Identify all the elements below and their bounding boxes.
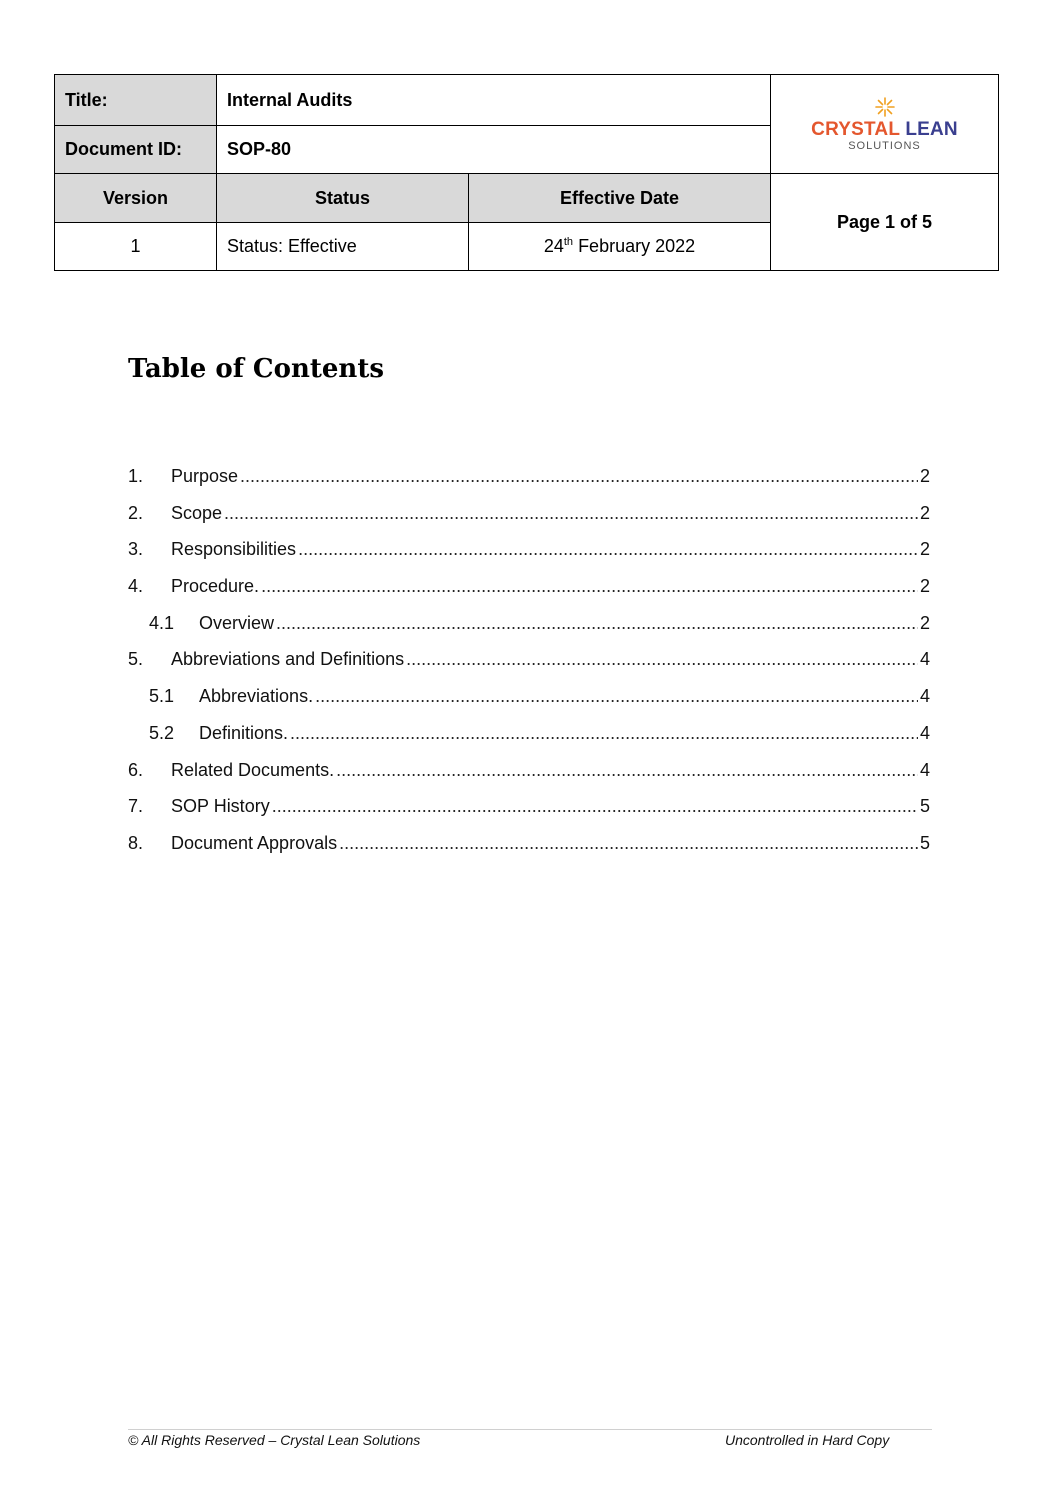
toc-text: Responsibilities (171, 539, 297, 560)
toc-number: 7. (128, 796, 144, 817)
toc-text: Document Approvals (171, 832, 338, 853)
toc-text: SOP History (171, 796, 270, 817)
toc-text: Procedure. (171, 576, 260, 597)
toc-page-number: 2 (919, 502, 930, 523)
toc-number: 6. (128, 759, 144, 780)
table-of-contents (128, 466, 930, 870)
toc-leader (290, 723, 918, 744)
effective-date-value (469, 222, 771, 270)
toc-entry-sop-history[interactable] (128, 796, 930, 833)
toc-leader (315, 686, 918, 707)
toc-text: Scope (171, 502, 223, 523)
sparkle-icon (874, 96, 896, 118)
toc-entry-abbreviations-and-definitions[interactable] (128, 649, 930, 686)
toc-entry-procedure[interactable] (128, 576, 930, 613)
title-value: Internal Audits (217, 75, 771, 126)
toc-text: Abbreviations and Definitions (171, 649, 405, 670)
title-label: Title: (55, 75, 217, 126)
docid-value: SOP-80 (217, 126, 771, 174)
effective-day: 24 (543, 235, 564, 256)
toc-page-number: 4 (919, 759, 930, 780)
toc-text: Purpose (171, 466, 239, 486)
toc-leader (406, 649, 918, 670)
effective-day-suffix: th (563, 235, 574, 248)
toc-number: 3. (128, 539, 144, 560)
version-value: 1 (55, 222, 217, 270)
toc-number: 5.2 (149, 722, 175, 743)
toc-number: 4. (128, 576, 144, 597)
version-label: Version (55, 174, 217, 222)
toc-page-number: 2 (919, 612, 930, 633)
footer-divider (128, 1429, 932, 1430)
toc-text: Abbreviations. (199, 686, 314, 707)
logo-word-crystal: CRYSTAL (811, 119, 900, 141)
toc-number: 2. (128, 502, 144, 523)
toc-number: 1. (128, 466, 144, 486)
status-value: Status: Effective (217, 222, 469, 270)
logo-subtitle: SOLUTIONS (848, 140, 921, 153)
toc-leader (339, 833, 918, 854)
toc-page-number: 4 (919, 649, 930, 670)
toc-text: Definitions. (199, 722, 289, 743)
toc-text: Overview (199, 612, 275, 633)
toc-leader (298, 539, 918, 560)
toc-entry-related-documents[interactable] (128, 760, 930, 797)
footer-copyright: © All Rights Reserved – Crystal Lean Solutions (128, 1432, 421, 1448)
status-label: Status (217, 174, 469, 222)
toc-number: 5.1 (149, 686, 175, 707)
toc-leader (336, 760, 918, 781)
toc-entry-responsibilities[interactable] (128, 539, 930, 576)
document-header-table (54, 74, 999, 271)
toc-page-number: 5 (919, 832, 930, 853)
toc-leader (276, 613, 918, 634)
logo-cell (771, 75, 999, 174)
effective-month-year: February 2022 (573, 235, 696, 256)
toc-page-number: 2 (919, 466, 930, 486)
logo-word-lean: LEAN (905, 119, 958, 141)
toc-entry-abbreviations[interactable] (128, 686, 930, 723)
toc-entry-document-approvals[interactable] (128, 833, 930, 870)
footer-uncontrolled-notice: Uncontrolled in Hard Copy (725, 1432, 890, 1448)
effective-date-label: Effective Date (469, 174, 771, 222)
toc-leader (224, 503, 918, 524)
toc-page-number: 4 (919, 722, 930, 743)
toc-number: 8. (128, 832, 144, 853)
toc-number: 4.1 (149, 612, 175, 633)
page-info: Page 1 of 5 (771, 174, 999, 271)
toc-page-number: 5 (919, 796, 930, 817)
toc-title: Table of Contents (128, 354, 384, 384)
toc-leader (240, 466, 918, 487)
toc-page-number: 2 (919, 576, 930, 597)
toc-page-number: 2 (919, 539, 930, 560)
toc-entry-purpose[interactable] (128, 466, 930, 503)
logo-wordmark (781, 120, 988, 139)
toc-leader (272, 796, 918, 817)
toc-leader (261, 576, 918, 597)
toc-number: 5. (128, 649, 144, 670)
toc-text: Related Documents. (171, 759, 335, 780)
toc-entry-definitions[interactable] (128, 723, 930, 760)
toc-entry-scope[interactable] (128, 503, 930, 540)
toc-page-number: 4 (919, 686, 930, 707)
docid-label: Document ID: (55, 126, 217, 174)
toc-entry-overview[interactable] (128, 613, 930, 650)
